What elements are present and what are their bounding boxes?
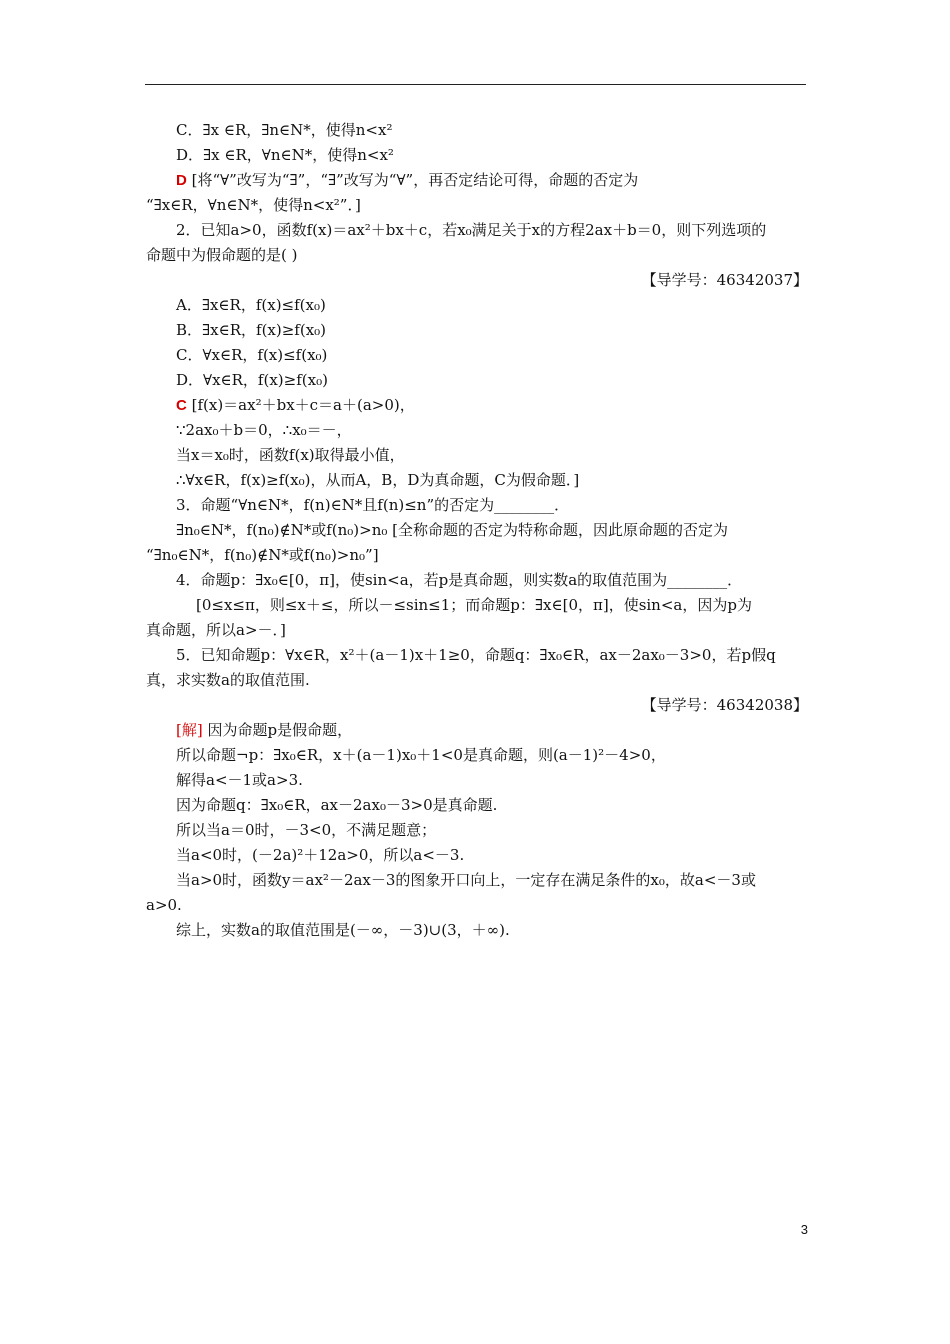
text-line (146, 743, 808, 768)
text-line (146, 593, 808, 618)
text-line (146, 193, 808, 218)
line-text: 【导学号：46342037】 (641, 271, 808, 289)
text-line (146, 543, 808, 568)
text-line (146, 768, 808, 793)
line-text: 当a<0时，(－2a)²＋12a>0，所以a<－3. (176, 846, 465, 864)
line-text: 2．已知a>0，函数f(x)＝ax²＋bx＋c，若x₀满足关于x的方程2ax＋b＝0，则下列选项的 (176, 221, 767, 239)
line-text: [0≤x≤π，则≤x＋≤，所以－≤sin≤1；而命题p：∃x∈[0，π]，使sin<a，因为p为 (196, 596, 752, 614)
line-text: 4．命题p：∃x₀∈[0，π]，使sin<a，若p是真命题，则实数a的取值范围为________． (176, 571, 743, 589)
text-line (146, 318, 808, 343)
text-line (146, 718, 808, 743)
text-line (146, 893, 808, 918)
line-text: 因为命题p是假命题， (202, 721, 353, 739)
line-text: C．∀x∈R，f(x)≤f(x₀) (176, 346, 328, 364)
text-line (146, 618, 808, 643)
text-line (146, 168, 808, 193)
text-line (146, 568, 808, 593)
line-text: 真，求实数a的取值范围. (146, 671, 310, 689)
line-text: D．∃x ∈R，∀n∈N*，使得n<x² (176, 146, 394, 164)
line-text: “∃n₀∈N*，f(n₀)∉N*或f(n₀)>n₀”] (146, 546, 379, 564)
text-line (146, 468, 808, 493)
line-text: 当x＝x₀时，函数f(x)取得最小值， (176, 446, 405, 464)
header-rule (145, 84, 806, 85)
answer-letter: D (176, 172, 187, 189)
text-line (146, 218, 808, 243)
text-line (146, 143, 808, 168)
text-line (146, 443, 808, 468)
document-body (146, 118, 808, 943)
line-text: 综上，实数a的取值范围是(－∞，－3)∪(3，＋∞). (176, 921, 510, 939)
line-text: 所以命题¬p：∃x₀∈R，x＋(a－1)x₀＋1<0是真命题，则(a－1)²－4>0， (176, 746, 666, 764)
solution-tag: [解] (176, 721, 203, 739)
text-line (146, 293, 808, 318)
line-text: 真命题，所以a>－．] (146, 621, 286, 639)
text-line (146, 243, 808, 268)
line-text: 【导学号：46342038】 (641, 696, 808, 714)
text-line (146, 343, 808, 368)
text-line (146, 918, 808, 943)
text-line (146, 418, 808, 443)
line-text: ∃n₀∈N*，f(n₀)∉N*或f(n₀)>n₀ [全称命题的否定为特称命题，因此原命题的否定为 (176, 521, 728, 539)
text-line (146, 268, 808, 293)
text-line (146, 643, 808, 668)
text-line (146, 868, 808, 893)
line-text: 解得a<－1或a>3. (176, 771, 303, 789)
text-line (146, 693, 808, 718)
text-line (146, 518, 808, 543)
line-text: [f(x)＝ax²＋bx＋c＝a＋(a>0)， (186, 396, 415, 414)
line-text: 因为命题q：∃x₀∈R，ax－2ax₀－3>0是真命题. (176, 796, 498, 814)
text-line (146, 393, 808, 418)
line-text: ∴∀x∈R，f(x)≥f(x₀)，从而A，B，D为真命题，C为假命题．] (176, 471, 580, 489)
text-line (146, 818, 808, 843)
line-text: [将“∀”改写为“∃”，“∃”改写为“∀”，再否定结论可得，命题的否定为 (186, 171, 639, 189)
line-text: 当a>0时，函数y＝ax²－2ax－3的图象开口向上，一定存在满足条件的x₀，故a<－3或 (176, 871, 756, 889)
line-text: 5．已知命题p：∀x∈R，x²＋(a－1)x＋1≥0，命题q：∃x₀∈R，ax－2ax₀－3>0，若p假q (176, 646, 776, 664)
text-line (146, 668, 808, 693)
line-text: D．∀x∈R，f(x)≥f(x₀) (176, 371, 328, 389)
text-line (146, 793, 808, 818)
line-text: C．∃x ∈R，∃n∈N*，使得n<x² (176, 121, 393, 139)
line-text: 命题中为假命题的是( ) (146, 246, 298, 264)
text-line (146, 493, 808, 518)
line-text: “∃x∈R，∀n∈N*，使得n<x²”．] (146, 196, 361, 214)
page-number: 3 (800, 1222, 808, 1237)
line-text: B．∃x∈R，f(x)≥f(x₀) (176, 321, 327, 339)
text-line (146, 118, 808, 143)
line-text: ∵2ax₀＋b＝0，∴x₀＝－， (176, 421, 352, 439)
text-line (146, 368, 808, 393)
text-line (146, 843, 808, 868)
line-text: A．∃x∈R，f(x)≤f(x₀) (176, 296, 326, 314)
line-text: 所以当a＝0时，－3<0，不满足题意； (176, 821, 437, 839)
line-text: 3．命题“∀n∈N*，f(n)∈N*且f(n)≤n”的否定为________． (176, 496, 570, 514)
line-text: a>0. (146, 896, 182, 914)
answer-letter: C (176, 397, 187, 414)
